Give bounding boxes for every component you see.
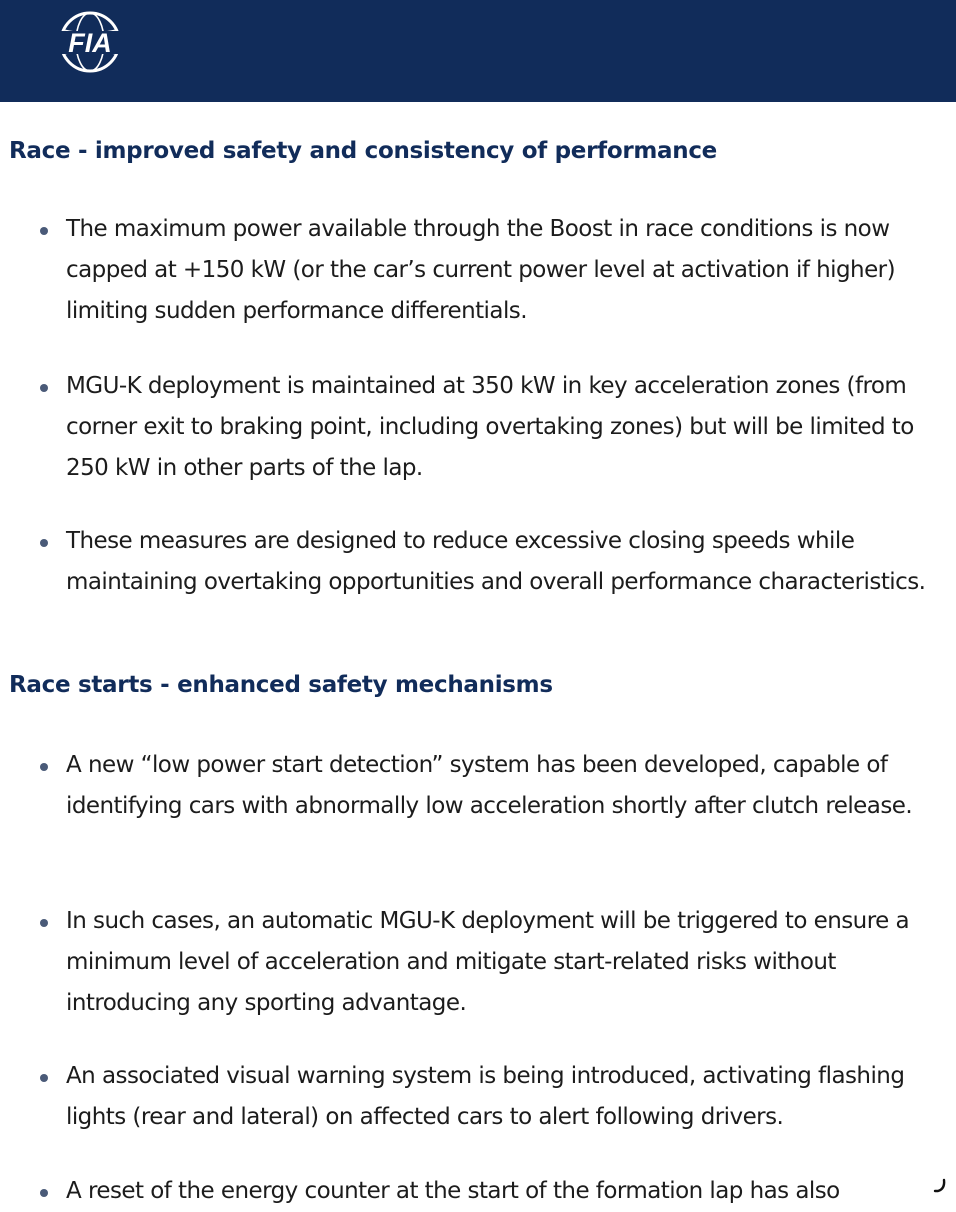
bullet-dot-icon xyxy=(40,1189,48,1197)
list-item-text: An associated visual warning system is being introduced, activating flashing lights (rear and lateral) on affected cars to alert following drivers. xyxy=(66,1063,905,1130)
bullet-dot-icon xyxy=(40,1074,48,1082)
fia-logo-icon xyxy=(48,11,132,73)
bullet-dot-icon xyxy=(40,919,48,927)
section-heading-race: Race - improved safety and consistency of performance xyxy=(9,138,717,164)
list-item-text: The maximum power available through the Boost in race conditions is now capped at +150 kW (or the car’s current power level at activation if higher) limiting sudden performance differentials. xyxy=(66,216,896,324)
list-item-text: A new “low power start detection” system has been developed, capable of identifying cars with abnormally low acceleration shortly after clutch release. xyxy=(66,752,913,819)
svg-text:FIA: FIA xyxy=(68,28,112,58)
bullet-dot-icon xyxy=(40,763,48,771)
article-content xyxy=(0,102,956,1204)
scroll-indicator-icon xyxy=(932,1178,948,1194)
bullet-dot-icon xyxy=(40,227,48,235)
list-item-text: MGU-K deployment is maintained at 350 kW in key acceleration zones (from corner exit to braking point, including overtaking zones) but will be limited to 250 kW in other parts of the lap. xyxy=(66,373,914,481)
bullet-dot-icon xyxy=(40,384,48,392)
header-bar xyxy=(0,0,956,102)
list-item-text: A reset of the energy counter at the start of the formation lap has also xyxy=(66,1178,840,1204)
list-item-text: In such cases, an automatic MGU-K deployment will be triggered to ensure a minimum level of acceleration and mitigate start-related risks without introducing any sporting advantage. xyxy=(66,908,910,1016)
bullet-dot-icon xyxy=(40,539,48,547)
list-item-text: These measures are designed to reduce excessive closing speeds while maintaining overtaking opportunities and overall performance characteristics. xyxy=(66,528,926,595)
section-heading-race-starts: Race starts - enhanced safety mechanisms xyxy=(9,672,553,698)
